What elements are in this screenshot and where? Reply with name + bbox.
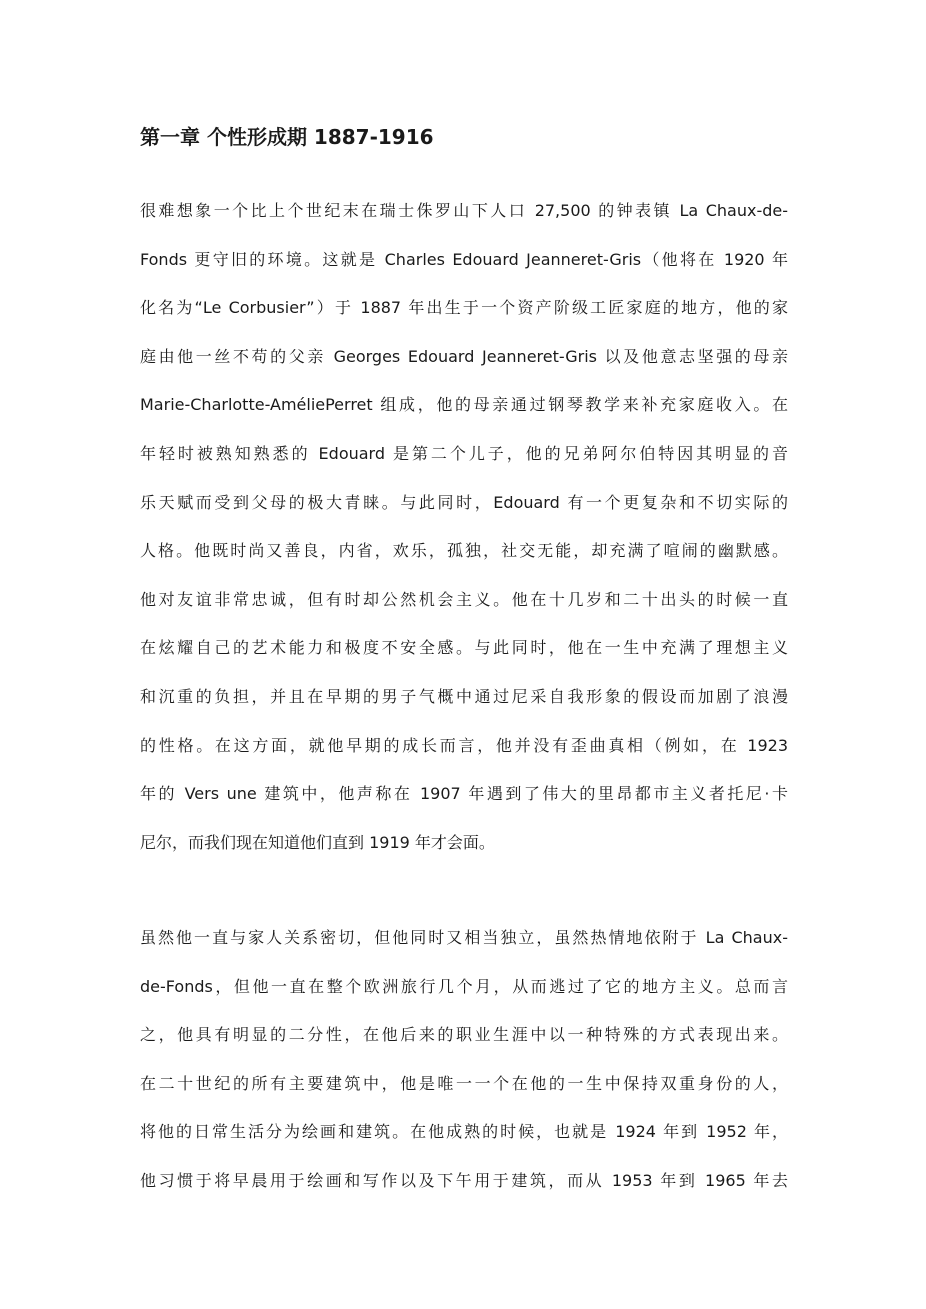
text-line: 将他的日常生活分为绘画和建筑。在他成熟的时候，也就是 1924 年到 1952 年， (140, 1122, 788, 1142)
text-line: 很难想象一个比上个世纪末在瑞士侏罗山下人口 27,500 的钟表镇 La Chaux-de- (140, 201, 788, 220)
text-line: 化名为“Le Corbusier”）于 1887 年出生于一个资产阶级工匠家庭的地方，他的家 (140, 298, 788, 318)
text-line: 年轻时被熟知熟悉的 Edouard 是第二个儿子，他的兄弟阿尔伯特因其明显的音 (140, 443, 788, 463)
text-line: 乐天赋而受到父母的极大青睐。与此同时，Edouard 有一个更复杂和不切实际的 (140, 492, 788, 512)
text-line: 和沉重的负担，并且在早期的男子气概中通过尼采自我形象的假设而加剧了浪漫 (140, 686, 788, 706)
paragraph-2 (140, 925, 788, 1217)
chapter-title: 第一章 个性形成期 1887-1916 (140, 125, 434, 149)
text-line: 虽然他一直与家人关系密切，但他同时又相当独立，虽然热情地依附于 La Chaux- (140, 928, 788, 947)
text-line: 他习惯于将早晨用于绘画和写作以及下午用于建筑，而从 1953 年到 1965 年去 (140, 1170, 788, 1190)
text-line: de-Fonds，但他一直在整个欧洲旅行几个月，从而逃过了它的地方主义。总而言 (140, 976, 788, 996)
paragraph-1 (140, 198, 788, 878)
text-line: Marie-Charlotte-AméliePerret 组成，他的母亲通过钢琴教学来补充家庭收入。在 (140, 395, 788, 415)
text-line: 在二十世纪的所有主要建筑中，他是唯一一个在他的一生中保持双重身份的人， (140, 1073, 788, 1093)
text-line: 他对友谊非常忠诚，但有时却公然机会主义。他在十几岁和二十出头的时候一直 (140, 589, 788, 609)
text-line: 在炫耀自己的艺术能力和极度不安全感。与此同时，他在一生中充满了理想主义 (140, 638, 788, 658)
text-line: 庭由他一丝不苟的父亲 Georges Edouard Jeanneret-Gris 以及他意志坚强的母亲 (140, 346, 788, 366)
text-line: 年的 Vers une 建筑中，他声称在 1907 年遇到了伟大的里昂都市主义者托尼·卡 (140, 784, 788, 804)
text-line: 的性格。在这方面，就他早期的成长而言，他并没有歪曲真相（例如，在 1923 (140, 735, 788, 755)
text-line: 尼尔，而我们现在知道他们直到 1919 年才会面。 (140, 832, 495, 852)
text-line: 人格。他既时尚又善良，内省，欢乐，孤独，社交无能，却充满了喧闹的幽默感。 (140, 541, 788, 561)
text-line: 之，他具有明显的二分性，在他后来的职业生涯中以一种特殊的方式表现出来。 (140, 1025, 788, 1045)
text-line: Fonds 更守旧的环境。这就是 Charles Edouard Jeanneret-Gris（他将在 1920 年 (140, 249, 788, 269)
